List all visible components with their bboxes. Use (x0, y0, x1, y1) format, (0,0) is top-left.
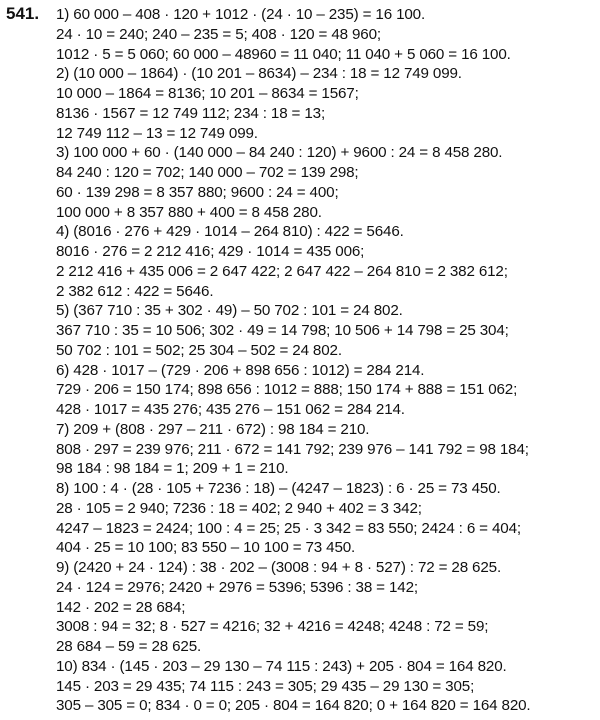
solution-line: 142 · 202 = 28 684; (56, 598, 186, 616)
solution-line: 3) 100 000 + 60 · (140 000 – 84 240 : 120) + 9600 : 24 = 8 458 280. (56, 144, 503, 162)
solution-line: 60 · 139 298 = 8 357 880; 9600 : 24 = 400; (56, 183, 339, 201)
solution-line: 4247 – 1823 = 2424; 100 : 4 = 25; 25 · 3 342 = 83 550; 2424 : 6 = 404; (56, 519, 521, 537)
solution-lines (56, 5, 596, 716)
problem-number: 541. (6, 4, 40, 23)
solution-line: 28 · 105 = 2 940; 7236 : 18 = 402; 2 940 + 402 = 3 342; (56, 499, 422, 517)
solution-line: 12 749 112 – 13 = 12 749 099. (56, 124, 258, 142)
solution-line: 10 000 – 1864 = 8136; 10 201 – 8634 = 1567; (56, 85, 359, 102)
solution-line: 28 684 – 59 = 28 625. (56, 638, 202, 655)
solution-line: 84 240 : 120 = 702; 140 000 – 702 = 139 298; (56, 164, 359, 181)
solution-line: 8136 · 1567 = 12 749 112; 234 : 18 = 13; (56, 104, 326, 122)
solution-line: 6) 428 · 1017 – (729 · 206 + 898 656 : 1012) = 284 214. (56, 361, 425, 379)
solution-line: 1) 60 000 – 408 · 120 + 1012 · (24 · 10 – 235) = 16 100. (56, 6, 426, 23)
solution-line: 98 184 : 98 184 = 1; 209 + 1 = 210. (56, 460, 289, 478)
solution-line: 24 · 10 = 240; 240 – 235 = 5; 408 · 120 = 48 960; (56, 25, 381, 43)
solution-line: 2 212 416 + 435 006 = 2 647 422; 2 647 422 – 264 810 = 2 382 612; (56, 262, 508, 280)
solution-line: 3008 : 94 = 32; 8 · 527 = 4216; 32 + 4216 = 4248; 4248 : 72 = 59; (56, 618, 489, 636)
solution-line: 4) (8016 · 276 + 429 · 1014 – 264 810) : 422 = 5646. (56, 223, 404, 241)
solution-line: 8) 100 : 4 · (28 · 105 + 7236 : 18) – (4247 – 1823) : 6 · 25 = 73 450. (56, 480, 501, 497)
solution-line: 1012 · 5 = 5 060; 60 000 – 48960 = 11 040; 11 040 + 5 060 = 16 100. (56, 45, 511, 63)
solution-line: 24 · 124 = 2976; 2420 + 2976 = 5396; 5396 : 38 = 142; (56, 578, 418, 596)
solution-line: 305 – 305 = 0; 834 · 0 = 0; 205 · 804 = 164 820; 0 + 164 820 = 164 820. (56, 697, 531, 715)
solution-line: 145 · 203 = 29 435; 74 115 : 243 = 305; 29 435 – 29 130 = 305; (56, 677, 475, 695)
solution-line: 428 · 1017 = 435 276; 435 276 – 151 062 = 284 214. (56, 401, 405, 418)
solution-line: 10) 834 · (145 · 203 – 29 130 – 74 115 : 243) + 205 · 804 = 164 820. (56, 657, 507, 675)
solution-line: 5) (367 710 : 35 + 302 · 49) – 50 702 : 101 = 24 802. (56, 302, 403, 320)
solution-line: 2 382 612 : 422 = 5646. (56, 282, 214, 300)
solution-line: 367 710 : 35 = 10 506; 302 · 49 = 14 798; 10 506 + 14 798 = 25 304; (56, 322, 509, 339)
solution-line: 50 702 : 101 = 502; 25 304 – 502 = 24 802. (56, 341, 342, 359)
solution-line: 7) 209 + (808 · 297 – 211 · 672) : 98 184 = 210. (56, 420, 370, 438)
solution-line: 808 · 297 = 239 976; 211 · 672 = 141 792; 239 976 – 141 792 = 98 184; (56, 440, 529, 458)
solution-line: 9) (2420 + 24 · 124) : 38 · 202 – (3008 : 94 + 8 · 527) : 72 = 28 625. (56, 559, 502, 576)
solution-line: 2) (10 000 – 1864) · (10 201 – 8634) – 234 : 18 = 12 749 099. (56, 65, 462, 83)
solution-line: 8016 · 276 = 2 212 416; 429 · 1014 = 435 006; (56, 243, 365, 260)
solution-line: 404 · 25 = 10 100; 83 550 – 10 100 = 73 450. (56, 539, 356, 557)
solution-line: 100 000 + 8 357 880 + 400 = 8 458 280. (56, 203, 322, 221)
solution-line: 729 · 206 = 150 174; 898 656 : 1012 = 888; 150 174 + 888 = 151 062; (56, 381, 518, 399)
